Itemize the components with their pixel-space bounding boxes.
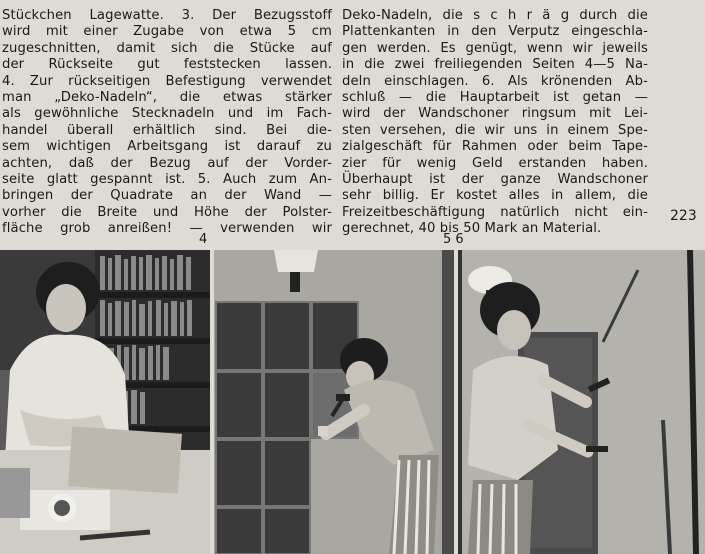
text-line: sem wichtigen Arbeitsgang ist darauf zu	[2, 139, 332, 155]
text-column-left	[2, 8, 332, 238]
text-line: Plattenkanten in den Verputz eingeschla-	[342, 24, 648, 40]
text-line: handel überall erhältlich sind. Bei die-	[2, 122, 332, 138]
text-line: zialgeschäft für Rahmen oder beim Tape-	[342, 139, 648, 155]
text-line: sten versehen, die wir uns in einem Spe-	[342, 122, 648, 138]
text-line: als gewöhnliche Stecknadeln und im Fach-	[2, 106, 332, 122]
text-line: Stückchen Lagewatte. 3. Der Bezugsstoff	[2, 8, 332, 23]
text-line: Überhaupt ist der ganze Wandschoner	[342, 172, 648, 188]
text-line: wird mit einer Zugabe von etwa 5 cm	[2, 24, 332, 40]
text-line: Deko-Nadeln, die s c h r ä g durch die	[342, 8, 648, 23]
text-line: der Rückseite gut feststecken lassen.	[2, 57, 332, 73]
text-line: zugeschnitten, damit sich die Stücke auf	[2, 40, 332, 56]
text-line: deln einschlagen. 6. Als krönenden Ab-	[342, 73, 648, 89]
figure-label-5-6: 5 6	[443, 232, 464, 247]
page-number: 223	[670, 208, 697, 224]
text-line: Freizeitbeschäftigung natürlich nicht ein-	[342, 204, 648, 220]
photo-attaching-frame-strips	[458, 250, 705, 554]
text-line: in die zwei freiliegenden Seiten 4—5 Na-	[342, 57, 648, 73]
text-line: man „Deko-Nadeln“, die etwas stärker	[2, 90, 332, 106]
text-line: 4. Zur rückseitigen Befestigung verwendet	[2, 73, 332, 89]
photo-pinning-fabric	[0, 250, 210, 554]
text-line: vorher die Breite und Höhe der Polster-	[2, 204, 332, 220]
figure-label-4: 4	[199, 232, 208, 247]
text-line: sehr billig. Er kostet alles in allem, die	[342, 188, 648, 204]
text-line: achten, daß der Bezug auf der Vorder-	[2, 155, 332, 171]
text-line: schluß — die Hauptarbeit ist getan —	[342, 90, 648, 106]
photo-hammering-panels	[214, 250, 454, 554]
text-line: gen werden. Es genügt, wenn wir jeweils	[342, 40, 648, 56]
text-line: gerechnet, 40 bis 50 Mark an Material.	[342, 221, 602, 237]
text-line: wird der Wandschoner ringsum mit Lei-	[342, 106, 648, 122]
text-line: fläche grob anreißen! — verwenden wir	[2, 221, 332, 237]
text-line: seite glatt gespannt ist. 5. Auch zum An-	[2, 172, 332, 188]
text-line: zier für wenig Geld erstanden haben.	[342, 155, 648, 171]
text-column-right	[342, 8, 648, 238]
text-line: bringen der Quadrate an der Wand —	[2, 188, 332, 204]
